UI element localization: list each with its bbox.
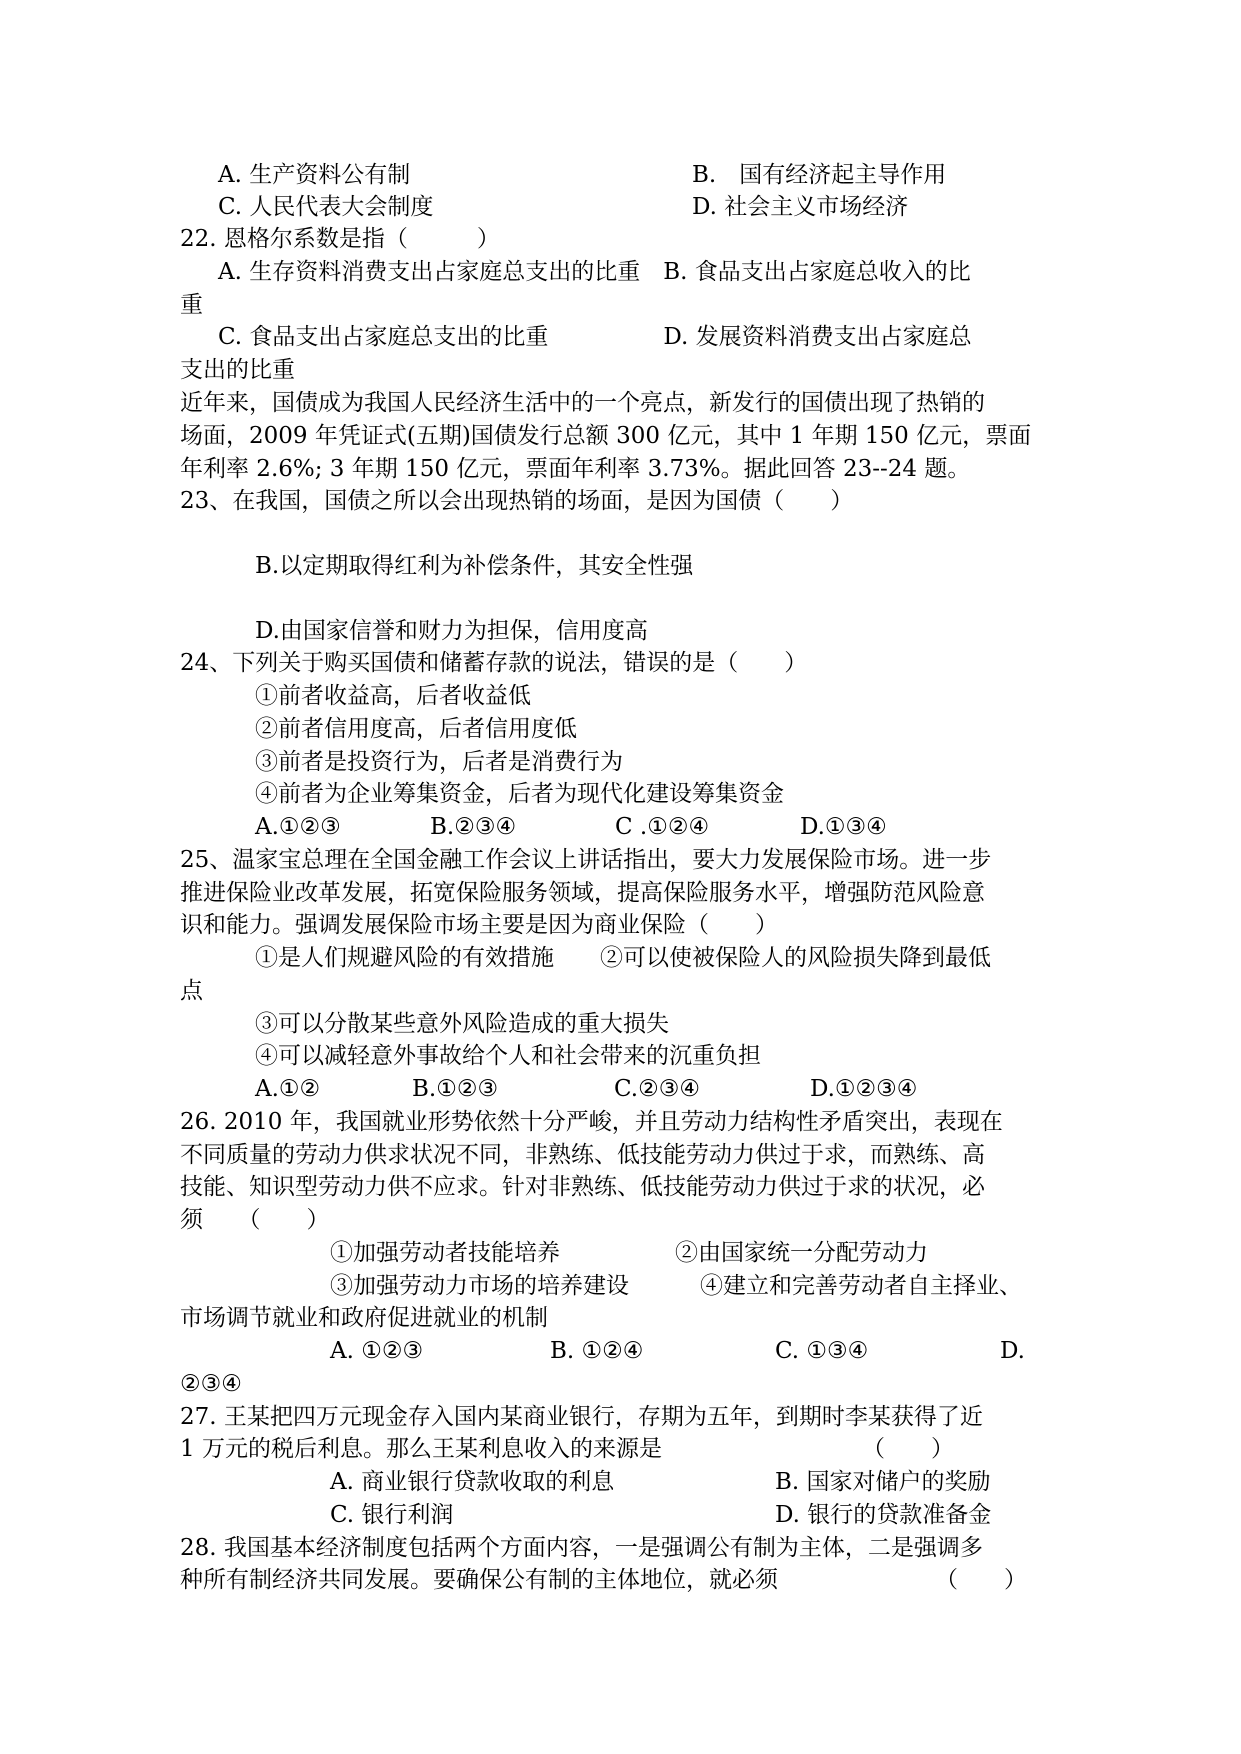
q25-stem-line: 推进保险业改革发展，拓宽保险服务领域，提高保险服务水平，增强防范风险意: [180, 880, 985, 906]
q27-option-c: C. 银行利润: [330, 1502, 454, 1528]
q26-item: ①加强劳动者技能培养: [330, 1240, 560, 1266]
q27-option-a: A. 商业银行贷款收取的利息: [330, 1469, 615, 1495]
q24-option-b: B.②③④: [430, 814, 517, 840]
q22-stem: 22. 恩格尔系数是指（ ）: [180, 226, 500, 252]
q21-option-b: B. 国有经济起主导作用: [692, 162, 947, 188]
q24-item: ④前者为企业筹集资金，后者为现代化建设筹集资金: [255, 781, 784, 807]
q25-item: ③可以分散某些意外风险造成的重大损失: [255, 1011, 669, 1037]
q24-item: ①前者收益高，后者收益低: [255, 683, 531, 709]
q24-option-a: A.①②③: [255, 814, 341, 840]
q23-stem: 23、在我国，国债之所以会出现热销的场面，是因为国债（ ）: [180, 488, 854, 514]
q28-answer-paren: （ ）: [935, 1567, 1027, 1593]
material-paragraph-line: 近年来，国债成为我国人民经济生活中的一个亮点，新发行的国债出现了热销的: [180, 390, 985, 416]
q26-option-b: B. ①②④: [550, 1338, 644, 1364]
q24-item: ③前者是投资行为，后者是消费行为: [255, 749, 623, 775]
q26-option-a: A. ①②③: [330, 1338, 424, 1364]
q22-options-line: 支出的比重: [180, 357, 295, 383]
q25-item: ④可以减轻意外事故给个人和社会带来的沉重负担: [255, 1043, 761, 1069]
q26-stem-line: 26. 2010 年，我国就业形势依然十分严峻，并且劳动力结构性矛盾突出，表现在: [180, 1109, 1003, 1135]
q22-options-line: A. 生存资料消费支出占家庭总支出的比重 B. 食品支出占家庭总收入的比: [218, 259, 971, 285]
q26-stem-line: 不同质量的劳动力供求状况不同，非熟练、低技能劳动力供过于求，而熟练、高: [180, 1142, 985, 1168]
q25-option-a: A.①②: [255, 1076, 321, 1102]
q22-options-line: C. 食品支出占家庭总支出的比重 D. 发展资料消费支出占家庭总: [218, 324, 972, 350]
q26-item: ③加强劳动力市场的培养建设: [330, 1273, 629, 1299]
q26-stem-line: 技能、知识型劳动力供不应求。针对非熟练、低技能劳动力供过于求的状况，必: [180, 1174, 985, 1200]
q21-option-c: C. 人民代表大会制度: [218, 194, 434, 220]
q26-item: ②由国家统一分配劳动力: [675, 1240, 928, 1266]
q25-option-d: D.①②③④: [810, 1076, 918, 1102]
q26-stem-line: 须 （ ）: [180, 1207, 330, 1233]
q27-option-d: D. 银行的贷款准备金: [775, 1502, 992, 1528]
q23-option-b: B.以定期取得红利为补偿条件，其安全性强: [255, 553, 694, 579]
q25-stem-line: 25、温家宝总理在全国金融工作会议上讲话指出，要大力发展保险市场。进一步: [180, 847, 992, 873]
q26-option-c: C. ①③④: [775, 1338, 869, 1364]
q25-option-c: C.②③④: [614, 1076, 700, 1102]
material-paragraph-line: 年利率 2.6%; 3 年期 150 亿元，票面年利率 3.73%。据此回答 23--24 题。: [180, 456, 971, 482]
q26-item: 市场调节就业和政府促进就业的机制: [180, 1305, 548, 1331]
q24-stem: 24、下列关于购买国债和储蓄存款的说法，错误的是（ ）: [180, 650, 808, 676]
q28-stem-line: 种所有制经济共同发展。要确保公有制的主体地位，就必须: [180, 1567, 778, 1593]
q27-stem-line: 27. 王某把四万元现金存入国内某商业银行，存期为五年，到期时李某获得了近: [180, 1404, 983, 1430]
q22-options-line: 重: [180, 292, 203, 318]
material-paragraph-line: 场面，2009 年凭证式(五期)国债发行总额 300 亿元，其中 1 年期 150 亿元，票面: [180, 423, 1032, 449]
q25-stem-line: 识和能力。强调发展保险市场主要是因为商业保险（ ）: [180, 912, 778, 938]
q27-option-b: B. 国家对储户的奖励: [775, 1469, 991, 1495]
q26-option-d: ②③④: [180, 1371, 242, 1397]
q25-item: 点: [180, 978, 203, 1004]
q27-answer-paren: （ ）: [862, 1436, 954, 1462]
q25-option-b: B.①②③: [412, 1076, 499, 1102]
q24-option-d: D.①③④: [800, 814, 887, 840]
q25-item: ①是人们规避风险的有效措施 ②可以使被保险人的风险损失降到最低: [255, 945, 991, 971]
q23-option-d: D.由国家信誉和财力为担保，信用度高: [255, 618, 648, 644]
q26-option-d: D.: [1000, 1338, 1025, 1364]
q26-item: ④建立和完善劳动者自主择业、: [700, 1273, 1022, 1299]
q27-stem-line: 1 万元的税后利息。那么王某利息收入的来源是: [180, 1436, 662, 1462]
q28-stem-line: 28. 我国基本经济制度包括两个方面内容，一是强调公有制为主体，二是强调多: [180, 1535, 983, 1561]
q21-option-a: A. 生产资料公有制: [218, 162, 411, 188]
q24-option-c: C .①②④: [615, 814, 710, 840]
q21-option-d: D. 社会主义市场经济: [692, 194, 909, 220]
q24-item: ②前者信用度高，后者信用度低: [255, 716, 577, 742]
